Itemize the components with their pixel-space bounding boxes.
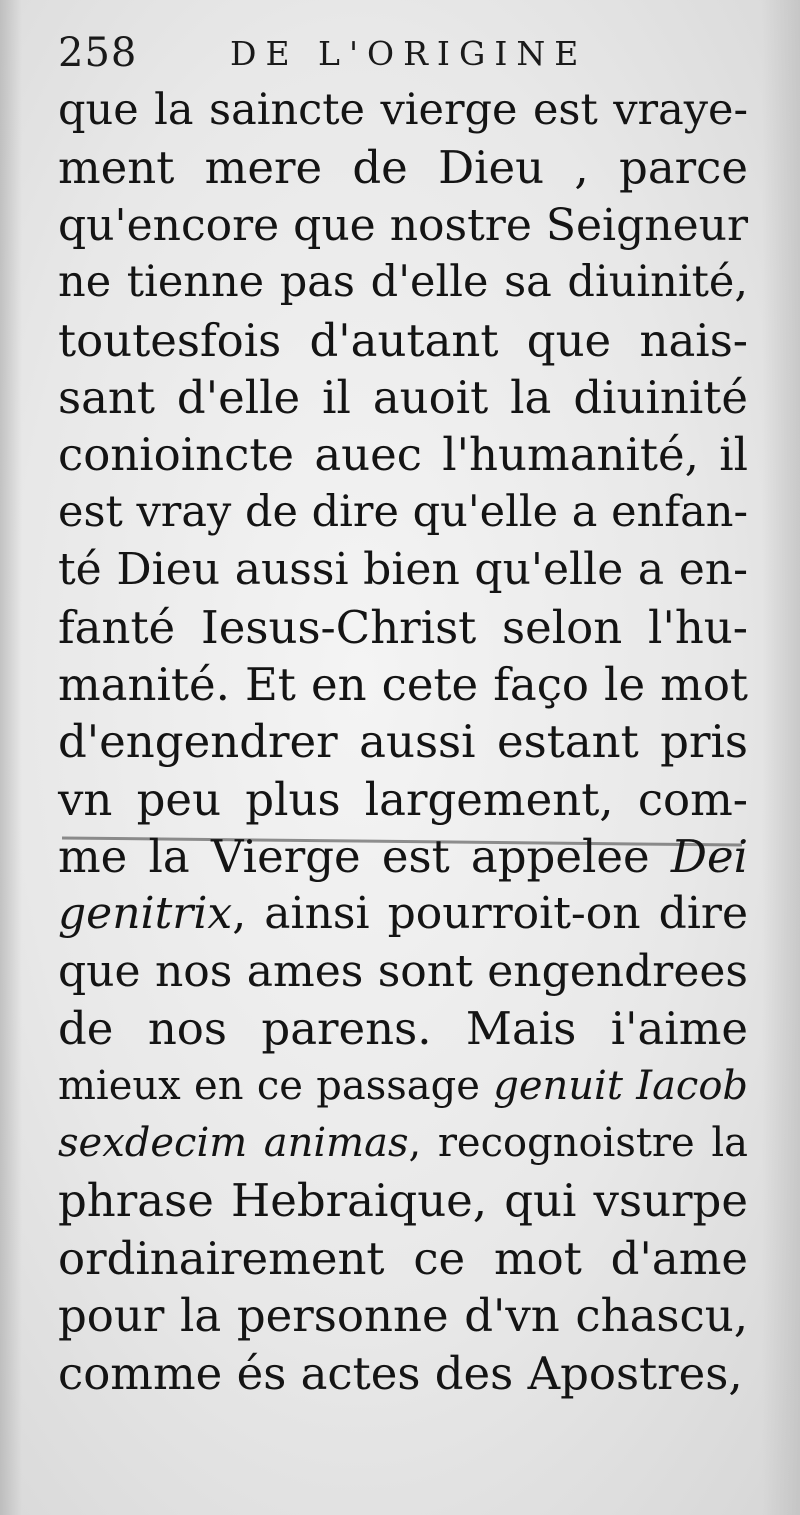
text-segment: est vray de dire qu'elle a enfan- xyxy=(58,486,748,537)
text-line xyxy=(58,1058,748,1115)
text-line xyxy=(58,426,748,483)
page-number: 258 xyxy=(58,30,138,76)
text-segment: mieux en ce passage xyxy=(58,1062,494,1109)
running-title: DE L'ORIGINE xyxy=(230,34,588,73)
text-line xyxy=(58,541,748,598)
text-segment: ordinairement ce mot d'ame xyxy=(58,1231,748,1285)
text-segment: fanté Iesus-Christ selon l'hu- xyxy=(58,600,748,654)
body-text xyxy=(58,82,748,1402)
text-segment: d'engendrer aussi estant pris xyxy=(58,715,748,769)
text-segment: que la saincte vierge est vraye- xyxy=(58,85,748,135)
text-line xyxy=(58,1172,748,1229)
text-line xyxy=(58,1230,748,1287)
text-segment: , recognoistre la xyxy=(408,1120,748,1167)
italic-phrase: sexdecim animas xyxy=(58,1120,409,1167)
page-shadow-right xyxy=(762,0,800,1515)
text-line xyxy=(58,1287,748,1344)
text-segment: , ainsi pourroit-on dire xyxy=(232,888,748,940)
text-line xyxy=(58,369,748,426)
page-shadow-left xyxy=(0,0,22,1515)
text-line xyxy=(58,656,748,713)
text-line xyxy=(58,139,748,196)
text-segment: pour la personne d'vn chascu, xyxy=(58,1289,748,1343)
page-header xyxy=(58,26,618,86)
text-segment: de nos parens. Mais i'aime xyxy=(58,1002,748,1056)
text-line xyxy=(58,82,748,139)
text-segment: que nos ames sont engendrees xyxy=(58,945,748,997)
text-segment: vn peu plus largement, com- xyxy=(58,772,748,826)
text-segment: comme és actes des Apostres, xyxy=(58,1346,743,1400)
text-segment: conioincte auec l'humanité, il xyxy=(58,428,748,482)
text-line xyxy=(58,1345,748,1402)
text-segment: ment mere de Dieu , parce xyxy=(58,141,748,195)
text-line xyxy=(58,771,748,828)
text-line xyxy=(58,885,748,942)
text-segment: me la Vierge est appelee xyxy=(58,830,671,884)
text-line xyxy=(58,254,748,311)
text-segment: ne tienne pas d'elle sa diuinité, xyxy=(58,257,748,308)
text-line xyxy=(58,197,748,254)
text-segment: toutesfois d'autant que nais- xyxy=(58,313,748,367)
text-segment: qu'encore que nostre Seigneur xyxy=(58,199,749,251)
text-segment: manité. Et en cete faço le mot xyxy=(58,657,748,711)
text-line xyxy=(58,713,748,770)
text-line xyxy=(58,312,748,369)
text-line xyxy=(58,1115,748,1172)
italic-phrase: genitrix xyxy=(58,888,233,940)
text-segment: phrase Hebraique, qui vsurpe xyxy=(58,1174,748,1228)
text-segment: té Dieu aussi bien qu'elle a en- xyxy=(58,544,748,596)
text-segment: sant d'elle il auoit la diuinité xyxy=(58,370,748,424)
text-line xyxy=(58,828,748,885)
text-line xyxy=(58,599,748,656)
italic-phrase: Dei xyxy=(670,830,748,884)
text-line xyxy=(58,943,748,1000)
italic-phrase: genuit Iacob xyxy=(493,1062,749,1109)
text-line xyxy=(58,1000,748,1057)
text-line xyxy=(58,484,748,541)
